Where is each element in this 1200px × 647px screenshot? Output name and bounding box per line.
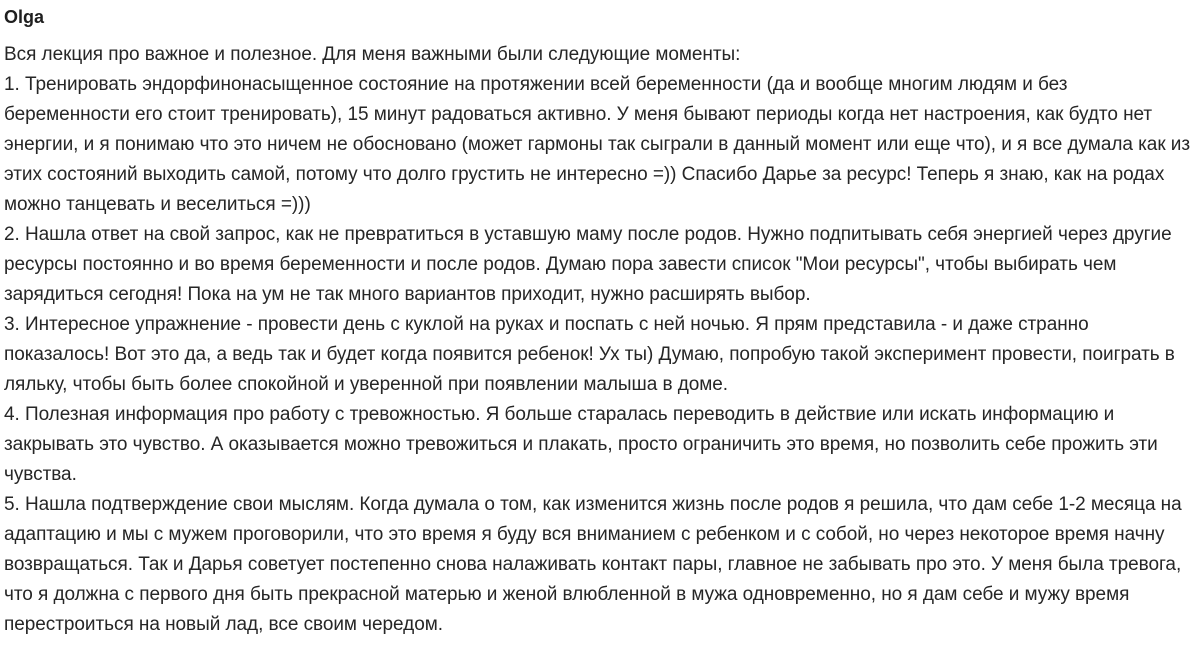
comment-paragraph-point-4: 4. Полезная информация про работу с тревожностью. Я больше старалась переводить в действие или искать информацию и закрывать это чувство. А оказывается можно тревожиться и плакать, просто ограничить это время, но позволить себе прожить эти чувства.: [4, 404, 1158, 485]
comment-paragraph-point-5: 5. Нашла подтверждение свои мыслям. Когда думала о том, как изменится жизнь после родов я решила, что дам себе 1-2 месяца на адаптацию и мы с мужем проговорили, что это время я буду вся вниманием с ребенком и с собой, но через некоторое время начну возвращаться. Так и Дарья советует постепенно снова налаживать контакт пары, главное не забывать про это. У меня была тревога, что я должна с первого дня быть прекрасной матерью и женой влюбленной в мужа одновременно, но я дам себе и мужу время перестроиться на новый лад, все своим чередом.: [4, 494, 1182, 635]
comment-paragraph-point-3: 3. Интересное упражнение - провести день с куклой на руках и поспать с ней ночью. Я прям представила - и даже странно показалось! Вот это да, а ведь так и будет когда появится ребенок! Ух ты) Думаю, попробую такой эксперимент провести, поиграть в ляльку, чтобы быть более спокойной и уверенной при появлении малыша в доме.: [4, 314, 1175, 395]
comment-paragraph-point-2: 2. Нашла ответ на свой запрос, как не превратиться в уставшую маму после родов. Нужно подпитывать себя энергией через другие ресурсы постоянно и во время беременности и после родов. Думаю пора завести список "Мои ресурсы", чтобы выбирать чем зарядиться сегодня! Пока на ум не так много вариантов приходит, нужно расширять выбор.: [4, 224, 1172, 305]
comment: [4, 0, 1192, 640]
comment-author: Olga: [4, 7, 45, 27]
comment-paragraph-intro: Вся лекция про важное и полезное. Для меня важными были следующие моменты:: [4, 44, 741, 65]
comment-text: [4, 40, 1192, 640]
comment-paragraph-point-1: 1. Тренировать эндорфинонасыщенное состояние на протяжении всей беременности (да и вообще многим людям и без беременности его стоит тренировать), 15 минут радоваться активно. У меня бывают периоды когда нет настроения, как будто нет энергии, и я понимаю что это ничем не обосновано (может гармоны так сыграли в данный момент или еще что), и я все думала как из этих состояний выходить самой, потому что долго грустить не интересно =)) Спасибо Дарье за ресурс! Теперь я знаю, как на родах можно танцевать и веселиться =))): [4, 74, 1191, 215]
